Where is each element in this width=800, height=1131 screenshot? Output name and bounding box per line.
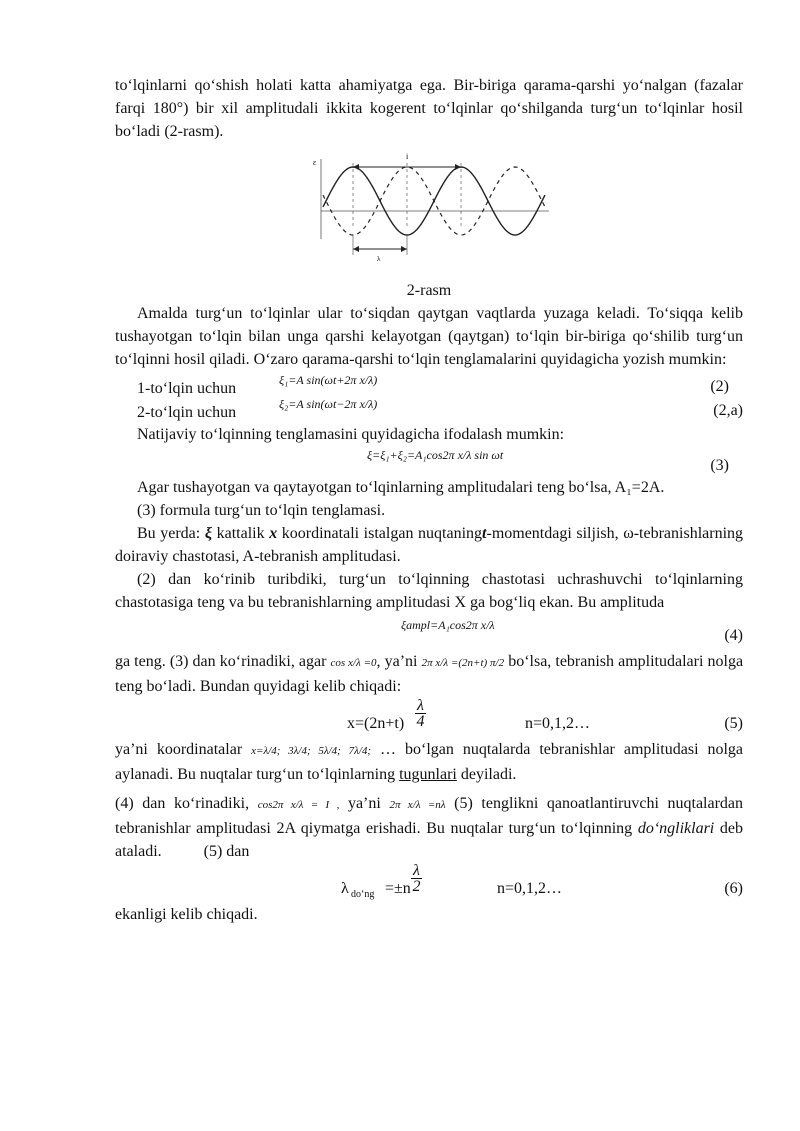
equation-2a-label: 2-to‘lqin uchun bbox=[137, 404, 237, 421]
paragraph-antinodes bbox=[115, 792, 743, 863]
equation-2a-row bbox=[115, 395, 743, 419]
figure-label-bottom: λ bbox=[377, 255, 381, 263]
paragraph-zero-condition bbox=[115, 650, 743, 698]
equation-4-number: (4) bbox=[724, 627, 743, 644]
equation-3-row bbox=[115, 446, 743, 476]
nodes-part-b: … bo‘lgan nuqtalarda tebranishlar amplitudasi nolga aylanadi. Bu nuqtalar turg‘un to‘lqinlarning bbox=[115, 741, 744, 783]
nodes-coordinates: x=λ/4; 3λ/4; 5λ/4; 7λ/4; bbox=[251, 745, 372, 757]
antinodes-part-d: deb ataladi. bbox=[115, 820, 743, 860]
paragraph-nodes bbox=[115, 738, 743, 786]
zero-condition-formula-1: cos x/λ =0 bbox=[330, 657, 377, 669]
paragraph-intro: to‘lqinlarni qo‘shish holati katta ahamiyatga ega. Bir-biriga qarama-qarshi yo‘nalgan (fazalar farqi 180°) bir xil amplitudali ikkita kogerent to‘lqinlar qo‘shilganda turg‘un to‘lqinlar hosil bo‘ladi (2-rasm). bbox=[115, 77, 743, 140]
zero-condition-part-b: , ya’ni bbox=[376, 653, 418, 670]
standing-wave-figure bbox=[115, 149, 743, 277]
equation-2-formula: ξ₁=A sin(ωt+2π x/λ) bbox=[279, 373, 378, 387]
paragraph-frequency: (2) dan ko‘rinib turibdiki, turg‘un to‘lqinning chastotasi uchrashuvchi to‘lqinlarning chastotasiga teng va bu tebranishlarning amplitudasi X ga bog‘liq ekan. Bu amplituda bbox=[115, 571, 743, 611]
equation-6-n: n=0,1,2… bbox=[497, 880, 563, 897]
figure-label-left: ε bbox=[313, 158, 317, 167]
paragraph-formula-3: (3) formula turg‘un to‘lqin tenglamasi. bbox=[137, 502, 386, 519]
nodes-part-a: ya’ni koordinatalar bbox=[115, 741, 243, 758]
standing-wave-diagram bbox=[313, 149, 553, 269]
nodes-part-c: deyiladi. bbox=[460, 766, 517, 783]
equation-5-number: (5) bbox=[724, 715, 743, 732]
equation-6-sub: do‘ng bbox=[351, 889, 375, 900]
equation-6-rest: =±n bbox=[385, 880, 411, 897]
equation-5-n: n=0,1,2… bbox=[525, 715, 591, 732]
equation-4-row bbox=[115, 614, 743, 646]
paragraph-origin: Amalda turg‘un to‘lqinlar ular to‘siqdan qaytgan vaqtlarda yuzaga keladi. To‘siqqa kelib tushayotgan to‘lqin bilan unga qarshi kelayotgan (qaytgan) to‘lqin bir-biriga qo‘shilib turg‘un to‘lqinni hosil qiladi. O‘zaro qarama-qarshi to‘lqin tenglamalarini quyidagicha yozish mumkin: bbox=[115, 305, 743, 368]
paragraph-amplitude-equal: Agar tushayotgan va qaytayotgan to‘lqinlarning amplitudalari teng bo‘lsa, A₁=2A. bbox=[137, 479, 665, 496]
equation-3-number: (3) bbox=[710, 457, 729, 474]
zero-condition-part-c: bo‘lsa, tebranish amplitudalari nolga teng bo‘ladi. Bundan quyidagi kelib chiqadi: bbox=[115, 653, 744, 695]
antinodes-formula-1: cos2π x/λ = I , bbox=[257, 799, 340, 811]
equation-6-row bbox=[115, 863, 743, 903]
equation-6-fraction-den: 2 bbox=[412, 878, 421, 895]
equation-2-label: 1-to‘lqin uchun bbox=[137, 380, 237, 397]
nodes-term: tugunlari bbox=[399, 766, 457, 783]
paragraph-result-intro: Natijaviy to‘lqinning tenglamasini quyidagicha ifodalash mumkin: bbox=[137, 426, 565, 443]
antinodes-part-a: (4) dan ko‘rinadiki, bbox=[115, 795, 250, 812]
antinodes-term: do‘ngliklari bbox=[637, 820, 715, 837]
definitions-part-b: kattalik bbox=[216, 525, 265, 542]
antinodes-part-c: (5) tenglikni qanoatlantiruvchi nuqtalardan tebranishlar amplitudasi 2A qiymatga erishadi. Bu nuqtalar turg‘un to‘lqinning bbox=[115, 795, 744, 837]
zero-condition-part-a: ga teng. (3) dan ko‘rinadiki, agar bbox=[115, 653, 327, 670]
equation-6-number: (6) bbox=[724, 880, 743, 897]
definitions-part-c: koordinatali istalgan nuqtaning bbox=[281, 525, 483, 542]
zero-condition-formula-2: 2π x/λ =(2n+t) π/2 bbox=[421, 657, 505, 669]
equation-5-row bbox=[115, 698, 743, 738]
equation-2-number: (2) bbox=[710, 378, 729, 395]
paragraph-conclusion: ekanligi kelib chiqadi. bbox=[115, 906, 258, 923]
equation-5-fraction-den: 4 bbox=[416, 713, 425, 730]
definitions-t: t bbox=[482, 525, 487, 542]
equation-2a-number: (2,a) bbox=[713, 402, 743, 419]
document-page bbox=[115, 74, 743, 926]
equation-2a-formula: ξ₂=A sin(ωt−2π x/λ) bbox=[279, 397, 378, 411]
equation-2-row bbox=[115, 371, 743, 395]
antinodes-part-e: (5) dan bbox=[203, 843, 250, 860]
definitions-part-a: Bu yerda: bbox=[137, 525, 201, 542]
equation-6-lambda: λ bbox=[341, 880, 349, 897]
equation-5-fraction-num: λ bbox=[417, 697, 424, 714]
equation-6-fraction-num: λ bbox=[413, 862, 420, 879]
definitions-xi: ξ bbox=[204, 525, 213, 542]
equation-6-fraction bbox=[411, 863, 422, 894]
equation-5-fraction bbox=[415, 698, 426, 729]
equation-5-formula: x=(2n+t) bbox=[347, 715, 405, 732]
equation-4-formula: ξampl=A₁cos2π x/λ bbox=[401, 618, 495, 632]
equation-3-formula: ξ=ξ₁+ξ₂=A₁cos2π x/λ sin ωt bbox=[367, 448, 504, 462]
definitions-part-d: -momentdagi siljish, ω-tebranishlarning doiraviy chastotasi, A-tebranish amplitudasi. bbox=[115, 525, 744, 565]
antinodes-part-b: ya’ni bbox=[347, 795, 381, 812]
paragraph-definitions bbox=[115, 522, 743, 568]
definitions-x: x bbox=[269, 525, 278, 542]
antinodes-formula-2: 2π x/λ =nλ bbox=[389, 799, 446, 811]
figure-label-top: i bbox=[406, 152, 409, 161]
figure-caption: 2-rasm bbox=[406, 282, 452, 299]
